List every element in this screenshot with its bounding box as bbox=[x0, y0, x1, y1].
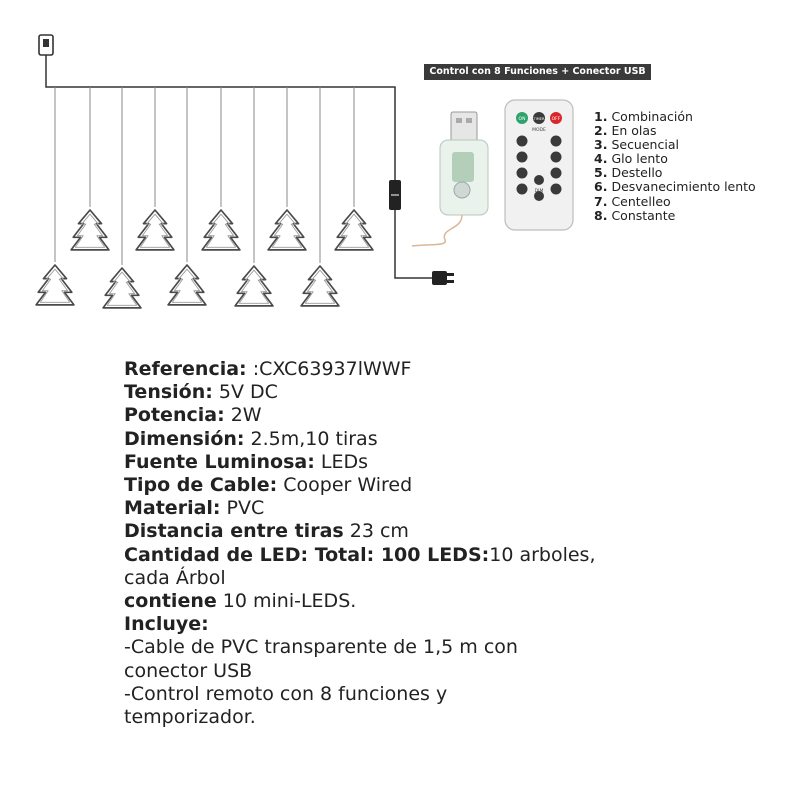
power-wire bbox=[395, 210, 432, 278]
function-item: 5. Destello bbox=[594, 165, 663, 181]
tree-strand-10 bbox=[335, 87, 373, 250]
tree-strand-9 bbox=[301, 87, 339, 306]
remote-label-mode: MODE bbox=[532, 128, 546, 133]
function-item: 6. Desvanecimiento lento bbox=[594, 179, 756, 195]
tree-strand-4 bbox=[136, 87, 174, 250]
function-item: 8. Constante bbox=[594, 207, 676, 223]
top-plug-icon bbox=[39, 35, 53, 55]
tree-strand-8 bbox=[268, 87, 306, 250]
tree-strand-7 bbox=[235, 87, 273, 306]
spec-incluye-item: -Control remoto con 8 funciones y bbox=[124, 682, 448, 705]
function-item: 2. En olas bbox=[594, 123, 657, 139]
tree-strand-6 bbox=[202, 87, 240, 250]
function-item: 3. Secuencial bbox=[594, 137, 679, 153]
remote-functions-list bbox=[594, 110, 794, 223]
spec-incluye-item: conector USB bbox=[124, 659, 253, 682]
spec-incluye-item: temporizador. bbox=[124, 706, 256, 729]
remote-label-on: ON bbox=[518, 117, 526, 122]
remote-label-dim: DIM bbox=[534, 189, 544, 194]
remote-control-image bbox=[505, 100, 573, 230]
remote-label-timer: TIMER bbox=[533, 117, 545, 121]
spec-dimension: Dimensión: 2.5m,10 tiras bbox=[124, 427, 378, 450]
spec-fuente: Fuente Luminosa: LEDs bbox=[124, 450, 368, 473]
spec-incluye-item: -Cable de PVC transparente de 1,5 m con bbox=[124, 636, 518, 659]
usb-controller-image bbox=[412, 112, 488, 246]
remote-label-off: OFF bbox=[551, 117, 561, 122]
spec-contiene: contiene 10 mini-LEDS. bbox=[124, 590, 357, 613]
spec-incluye-label: Incluye: bbox=[124, 613, 209, 636]
spec-cable: Tipo de Cable: Cooper Wired bbox=[124, 474, 413, 497]
tree-strand-5 bbox=[168, 87, 206, 305]
tree-strand-3 bbox=[103, 87, 141, 308]
function-item: 7. Centelleo bbox=[594, 193, 671, 209]
spec-cantidad: Cantidad de LED: Total: 100 LEDS:10 arboles, bbox=[124, 543, 596, 566]
tree-strand-2 bbox=[71, 87, 109, 250]
specifications bbox=[124, 358, 774, 729]
function-item: 4. Glo lento bbox=[594, 151, 668, 167]
usb-plug-icon bbox=[432, 271, 454, 285]
spec-tension: Tensión: 5V DC bbox=[124, 381, 278, 404]
spec-cantidad-cont: cada Árbol bbox=[124, 566, 226, 589]
spec-potencia: Potencia: 2W bbox=[124, 404, 262, 427]
spec-material: Material: PVC bbox=[124, 497, 265, 520]
tree-strand-1 bbox=[36, 87, 74, 305]
function-item: 1. Combinación bbox=[594, 109, 693, 124]
banner-title: Control con 8 Funciones + Conector USB bbox=[424, 64, 651, 80]
spec-distancia: Distancia entre tiras 23 cm bbox=[124, 520, 409, 543]
spec-referencia: Referencia: :CXC63937lWWF bbox=[124, 358, 412, 380]
